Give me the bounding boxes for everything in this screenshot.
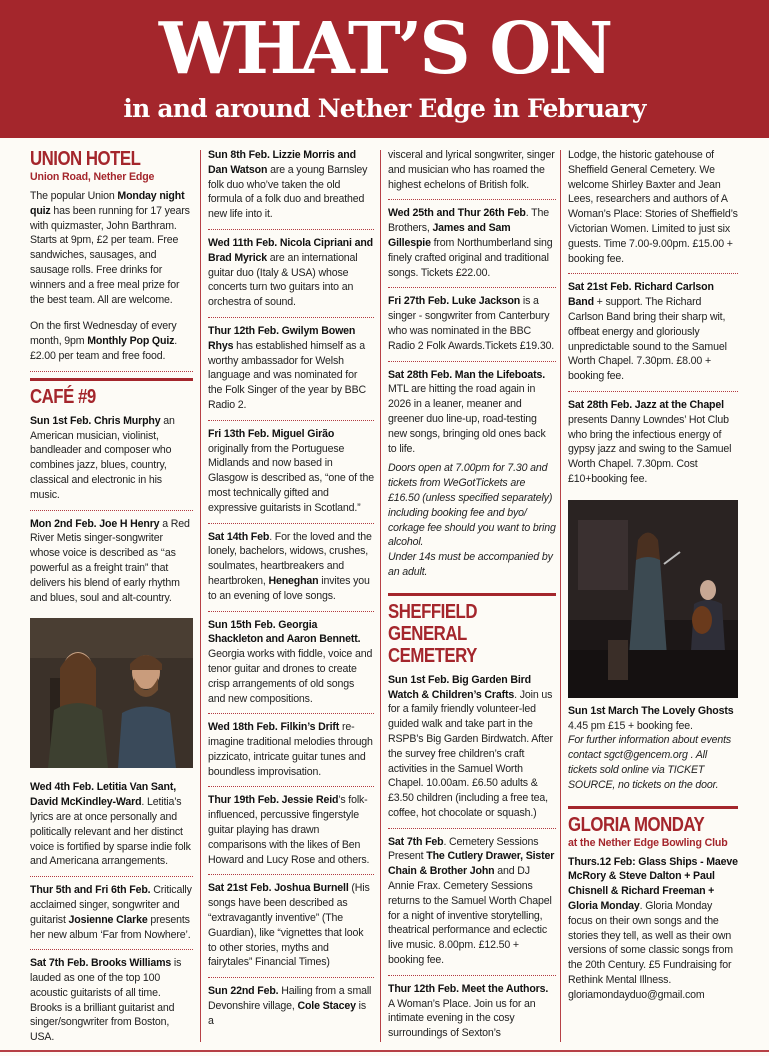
duo-photo — [30, 618, 193, 768]
band-photo — [568, 500, 738, 698]
venue-sheffield-general-cemetery: SHEFFIELD GENERAL CEMETERY — [388, 599, 477, 667]
ticket-note: Doors open at 7.00pm for 7.30 and tickets from WeGotTickets are £16.50 (unless specified separately) including booking fee and byo/ corkage fee should you want to bring alcohol. — [388, 462, 556, 549]
event-listing: Sat 28th Feb. Man the Lifeboats. MTL are hitting the road again in 2026 in a leaner, meaner and greener duo line-up, road-testing new songs, bringing old ones back to life. Doors open at 7.00pm for 7.30 and tickets from WeGotTickets are £16.50 (unless specified separately) including booking fee and byo/ corkage fee should you want to bring alcohol. Under 14s must be accompanied by an adult. — [388, 368, 556, 578]
event-listing: Wed 11th Feb. Nicola Cipriani and Brad Myrick are an international guitar duo (Italy & USA) whose concerts turn two guitars into an orchestra of sound. — [208, 230, 374, 318]
event-listing: Fri 27th Feb. Luke Jackson is a singer - songwriter from Canterbury who was nominated in the BBC Radio 2 Folk Awards.Tickets £19.30. — [388, 288, 556, 361]
column-4 — [568, 148, 738, 1009]
age-note: Under 14s must be accompanied by an adult. — [388, 551, 553, 578]
event-listing: Wed 25th and Thur 26th Feb. The Brothers, James and Sam Gillespie from Northumberland sing finely crafted original and traditional songs. Tickets £22.00. — [388, 200, 556, 288]
page-title: WHAT’S ON — [158, 6, 611, 90]
event-listing: Sat 21st Feb. Richard Carlson Band + support. The Richard Carlson Band bring their sharp wit, offbeat energy and gloriously unpredictable sound to the Samuel Worth Chapel. 7.30pm. £8.00 + booking fee. — [568, 274, 738, 392]
column-3 — [388, 148, 556, 1048]
ticket-note: For further information about events contact sgct@gencem.org . All tickets sold online via TICKET SOURCE, no tickets on the door. — [568, 734, 732, 791]
event-listing: Mon 2nd Feb. Joe H Henry a Red River Metis singer-songwriter whose voice is described as ‘‘as powerful as a freight train” that delivers his blend of early rhythm and blues, soul and alt-country. — [30, 517, 190, 604]
event-listing: Sun 22nd Feb. Hailing from a small Devonshire village, Cole Stacey is a — [208, 985, 372, 1027]
event-listing: The popular Union Monday night quiz has been running for 17 years with quizmaster, John Barthram. Starts at 9pm, £2 per team. Free sandwiches, sausages, and sausage rolls. Free drinks for winners and a free meal prize for the best team. All are welcome. On the first Wednesday of every month, 9pm Monthly Pop Quiz. £2.00 per team and free food. — [30, 189, 193, 372]
event-listing: Lodge, the historic gatehouse of Sheffield General Cemetery. We welcome Shirley Baxter and Jean Lees, researchers and authors of A Woman’s Place: Stories of Sheffield’s Victorian Women. Limited to just six guests. Time 7.00-9.00pm. £15.00 + booking fee. — [568, 148, 738, 274]
band-photo-illustration — [568, 500, 738, 698]
event-listing: Sat 14th Feb. For the loved and the lonely, bachelors, widows, crushes, soulmates, heartbreakers and heartbroken, Heneghan invites you to an evening of love songs. — [208, 524, 374, 612]
event-listing: Sun 1st Feb. Big Garden Bird Watch & Children’s Crafts. Join us for a family friendly volunteer-led guided walk and take part in the RSPB’s Big Garden Birdwatch. After the survey free children’s craft activities in the Samuel Worth Chapel. 10.00am. £6.50 adults & £3.50 children (including a free tea, coffee, hot chocolate or squash.) — [388, 667, 556, 829]
venue-cafe9: CAFÉ #9 — [30, 384, 96, 408]
footer-rule — [0, 1050, 769, 1052]
venue-address: Union Road, Nether Edge — [30, 171, 155, 183]
venue-section-gloria-monday — [568, 806, 738, 850]
event-listing: Thur 19th Feb. Jessie Reid’s folk-influenced, percussive fingerstyle guitar playing has drawn comparisons with the likes of Ben Howard and Lucy Rose and others. — [208, 787, 374, 875]
event-listing: Sat 7th Feb. Cemetery Sessions Present The Cutlery Drawer, Sister Chain & Brother John and DJ Annie Frax. Cemetery Sessions returns to the Samuel Worth Chapel for a night of inventive storytelling, theatrical performance and eclectic live music. 8.00pm. £12.50 + booking fee. — [388, 829, 556, 976]
event-listing: Sun 1st Feb. Chris Murphy an American musician, violinist, bandleader and composer who combines jazz, blues, country, classical and electronic in his music. — [30, 408, 193, 511]
event-listing: Sat 7th Feb. Brooks Williams is lauded as one of the top 100 acoustic guitarists of all time. Brooks is a brilliant guitarist and singer/songwriter from Boston, USA. — [30, 957, 182, 1044]
column-divider — [560, 150, 561, 1042]
venue-gloria-monday: GLORIA MONDAY — [568, 812, 705, 836]
event-listing: Wed 4th Feb. Letitia Van Sant, David McKindley-Ward. Letitia’s lyrics are at once personally and politically relevant and her distinct voice is fortified by sparse indie folk and Americana arrangements. — [30, 774, 193, 877]
column-2 — [208, 148, 374, 1036]
event-listing: visceral and lyrical songwriter, singer and musician who has roamed the highest echelons of British folk. — [388, 148, 556, 200]
venue-section-cemetery — [388, 593, 556, 667]
event-listing: Wed 18th Feb. Filkin’s Drift re-imagine traditional melodies through pizzicato, intricate guitar tunes and boundless improvisation. — [208, 714, 374, 787]
header-banner — [0, 0, 769, 138]
event-listing: Thur 5th and Fri 6th Feb. Critically acclaimed singer, songwriter and guitarist Josienne Clarke presents her new album ‘Far from Nowhere’. — [30, 877, 193, 950]
venue-address: at the Nether Edge Bowling Club — [568, 836, 728, 849]
event-listing: Thurs.12 Feb: Glass Ships - Maeve McRory & Steve Dalton + Paul Chisnell & Richard Freeman + Gloria Monday. Gloria Monday focus on their own songs and the stories they tell, as well as their own versions of some classic songs from the 20th Century. £5 Fundraising for Rethink Mental Illness. gloriamondayduo@gmail.com — [568, 855, 738, 1001]
venue-union-hotel: UNION HOTEL — [30, 147, 141, 170]
event-listing: Sun 8th Feb. Lizzie Morris and Dan Watson are a young Barnsley folk duo who’ve taken the old formula of a folk duo and breathed new life into it. — [208, 148, 374, 230]
event-listing: Fri 13th Feb. Miguel Girão originally from the Portuguese Midlands and now based in Glasgow is described as, “one of the most technically gifted and expressive guitarists in Scotland.” — [208, 421, 374, 524]
duo-photo-illustration — [30, 618, 193, 768]
event-listing: Thur 12th Feb. Meet the Authors. A Woman’s Place. Join us for an intimate evening in the cosy surroundings of Sexton’s — [388, 982, 549, 1040]
page-subtitle: in and around Nether Edge in February — [123, 94, 646, 123]
event-listing: Sat 21st Feb. Joshua Burnell (His songs have been described as “extravagantly inventive” (The Guardian), like “vignettes that look to other stories, myths and fairytales” Financial Times) — [208, 875, 374, 978]
event-listing: Thur 12th Feb. Gwilym Bowen Rhys has established himself as a worthy ambassador for Welsh language and was nominated for the Folk Singer of the year by BBC Radio 2. — [208, 318, 374, 421]
column-divider — [380, 150, 381, 1042]
venue-section-cafe9 — [30, 378, 193, 408]
column-divider — [200, 150, 201, 1042]
event-listing: Sat 28th Feb. Jazz at the Chapel presents Danny Lowndes’ Hot Club who bring the infectious energy of gypsy jazz and swing to the Samuel Worth Chapel. 7.30pm. Cost £10+booking fee. — [568, 398, 732, 485]
event-listing: Sun 15th Feb. Georgia Shackleton and Aaron Bennett. Georgia works with fiddle, voice and tenor guitar and drones to create crisp arrangements of old songs and new compositions. — [208, 612, 374, 715]
column-1 — [30, 148, 193, 1052]
event-listing: Sun 1st March The Lovely Ghosts 4.45 pm £15 + booking fee. For further information about events contact sgct@gencem.org . All tickets sold online via TICKET SOURCE, no tickets on the door. — [568, 704, 738, 800]
contact-email[interactable]: gloriamondayduo@gmail.com — [568, 988, 705, 1001]
